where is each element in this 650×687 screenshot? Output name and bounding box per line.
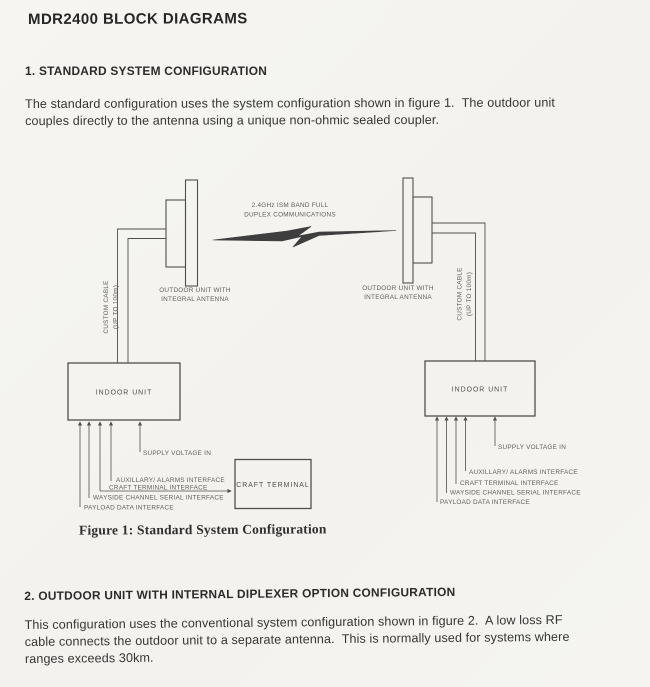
rf-link-label-line1: 2.4GHz ISM BAND FULL bbox=[251, 202, 329, 209]
left-custom-cable-label-line2: (UP TO 100m) bbox=[112, 284, 120, 330]
section2-paragraph: This configuration uses the conventional system configuration shown in figure 2. A low loss RF cable connects the outdoor unit to a separate antenna. This is normally used for systems where ranges exceeds 30km. bbox=[24, 612, 570, 667]
right-craft-if-label: CRAFT TERMINAL INTERFACE bbox=[460, 480, 559, 487]
right-payload-label: PAYLOAD DATA INTERFACE bbox=[440, 499, 530, 506]
section1-heading: 1. STANDARD SYSTEM CONFIGURATION bbox=[25, 64, 268, 78]
rf-link-bolt bbox=[213, 227, 396, 248]
rf-link-label-line2: DUPLEX COMMUNICATIONS bbox=[244, 211, 336, 219]
left-outdoor-unit-label-line2: INTEGRAL ANTENNA bbox=[161, 296, 229, 303]
right-custom-cable-label-line2: (UP TO 100m) bbox=[466, 271, 473, 317]
left-aux-label: AUXILLARY/ ALARMS INTERFACE bbox=[116, 477, 225, 484]
left-antenna-panel bbox=[186, 180, 198, 286]
right-antenna-panel bbox=[403, 178, 413, 283]
right-outdoor-unit-label-line1: OUTDOOR UNIT WITH bbox=[362, 285, 434, 292]
section2 bbox=[24, 583, 645, 668]
right-indoor-unit-label: INDOOR UNIT bbox=[451, 386, 509, 394]
right-aux-label: AUXILLARY/ ALARMS INTERFACE bbox=[469, 469, 578, 476]
left-outdoor-unit-box bbox=[166, 200, 186, 267]
right-outdoor-unit-label-line2: INTEGRAL ANTENNA bbox=[364, 294, 432, 301]
left-custom-cable-label-line1: CUSTOM CABLE bbox=[103, 280, 110, 334]
section2-heading: 2. OUTDOOR UNIT WITH INTERNAL DIPLEXER OPTION CONFIGURATION bbox=[24, 584, 456, 604]
left-craft-if-label: CRAFT TERMINAL INTERFACE bbox=[109, 484, 208, 492]
left-outdoor-unit-label-line1: OUTDOOR UNIT WITH bbox=[159, 287, 231, 294]
left-payload-label: PAYLOAD DATA INTERFACE bbox=[84, 504, 174, 512]
left-indoor-unit-label: INDOOR UNIT bbox=[95, 389, 153, 397]
left-wayside-label: WAYSIDE CHANNEL SERIAL INTERFACE bbox=[93, 494, 224, 502]
right-outdoor-unit-box bbox=[413, 197, 432, 263]
figure1-caption: Figure 1: Standard System Configuration bbox=[78, 521, 327, 538]
section1-paragraph: The standard configuration uses the system configuration shown in figure 1. The outdoor unit couples directly to the antenna using a unique non-ohmic sealed coupler. bbox=[25, 95, 555, 128]
right-custom-cable-label-line1: CUSTOM CABLE bbox=[456, 267, 464, 321]
right-wayside-label: WAYSIDE CHANNEL SERIAL INTERFACE bbox=[450, 489, 581, 497]
left-custom-cable-line-outer bbox=[118, 229, 167, 363]
left-supply-label: SUPPLY VOLTAGE IN bbox=[143, 450, 212, 457]
page-title: MDR2400 BLOCK DIAGRAMS bbox=[28, 10, 248, 28]
craft-terminal-label: CRAFT TERMINAL bbox=[236, 482, 310, 489]
right-supply-label: SUPPLY VOLTAGE IN bbox=[498, 444, 567, 451]
